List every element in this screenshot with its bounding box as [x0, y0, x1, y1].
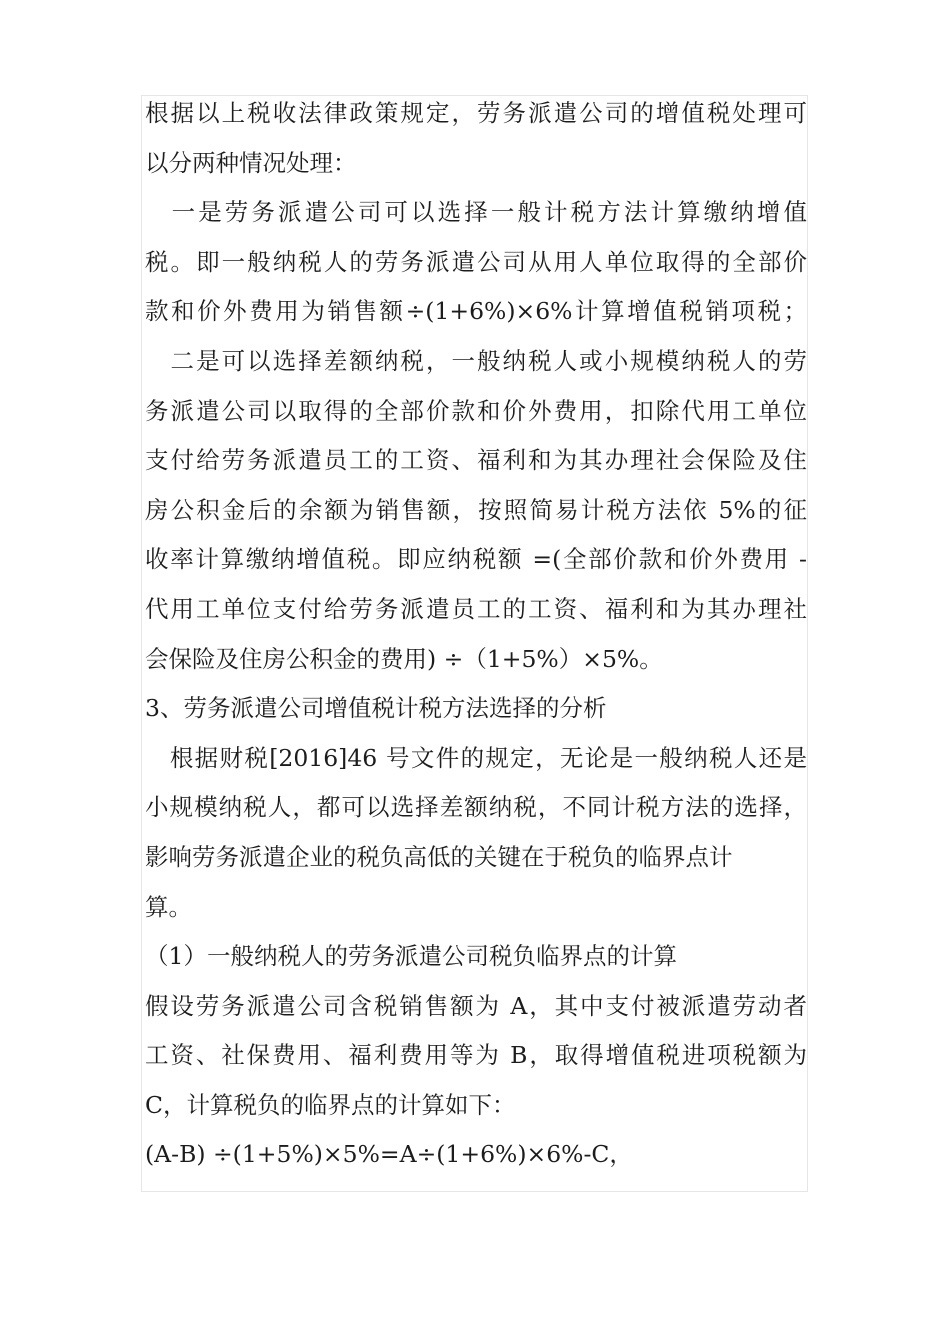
- text-line: 一是劳务派遣公司可以选择一般计税方法计算缴纳增值: [145, 198, 807, 227]
- text-line: C，计算税负的临界点的计算如下：: [145, 1090, 516, 1119]
- subsection-heading: （1）一般纳税人的劳务派遣公司税负临界点的计算: [145, 942, 677, 971]
- text-line: 以分两种情况处理：: [145, 148, 357, 177]
- text-line: 工资、社保费用、福利费用等为 B，取得增值税进项税额为: [145, 1041, 807, 1070]
- section-heading: 3、劳务派遣公司增值税计税方法选择的分析: [145, 694, 607, 723]
- text-line: 代用工单位支付给劳务派遣员工的工资、福利和为其办理社: [145, 594, 807, 623]
- formula-line: (A-B) ÷(1+5%)×5%=A÷(1+6%)×6%-C，: [145, 1140, 633, 1169]
- text-line: 小规模纳税人，都可以选择差额纳税，不同计税方法的选择，: [145, 793, 807, 822]
- text-line: 会保险及住房公积金的费用) ÷（1+5%）×5%。: [145, 644, 663, 673]
- text-line: 算。: [145, 892, 192, 921]
- text-line: 根据以上税收法律政策规定，劳务派遣公司的增值税处理可: [145, 99, 807, 127]
- text-line: 房公积金后的余额为销售额，按照简易计税方法依 5%的征: [145, 495, 807, 524]
- text-line: 二是可以选择差额纳税，一般纳税人或小规模纳税人的劳: [145, 346, 807, 375]
- text-line: 假设劳务派遣公司含税销售额为 A，其中支付被派遣劳动者: [145, 991, 807, 1020]
- document-body: [145, 89, 807, 1180]
- text-line: 根据财税[2016]46 号文件的规定，无论是一般纳税人还是: [145, 743, 807, 772]
- text-line: 务派遣公司以取得的全部价款和价外费用，扣除代用工单位: [145, 396, 807, 425]
- text-line: 支付给劳务派遣员工的工资、福利和为其办理社会保险及住: [145, 446, 807, 475]
- text-line: 收率计算缴纳增值税。即应纳税额 =(全部价款和价外费用 -: [145, 545, 807, 574]
- text-line: 影响劳务派遣企业的税负高低的关键在于税负的临界点计: [145, 842, 733, 871]
- text-line: 款和价外费用为销售额÷(1+6%)×6%计算增值税销项税；: [145, 297, 807, 326]
- text-line: 税。即一般纳税人的劳务派遣公司从用人单位取得的全部价: [145, 247, 807, 276]
